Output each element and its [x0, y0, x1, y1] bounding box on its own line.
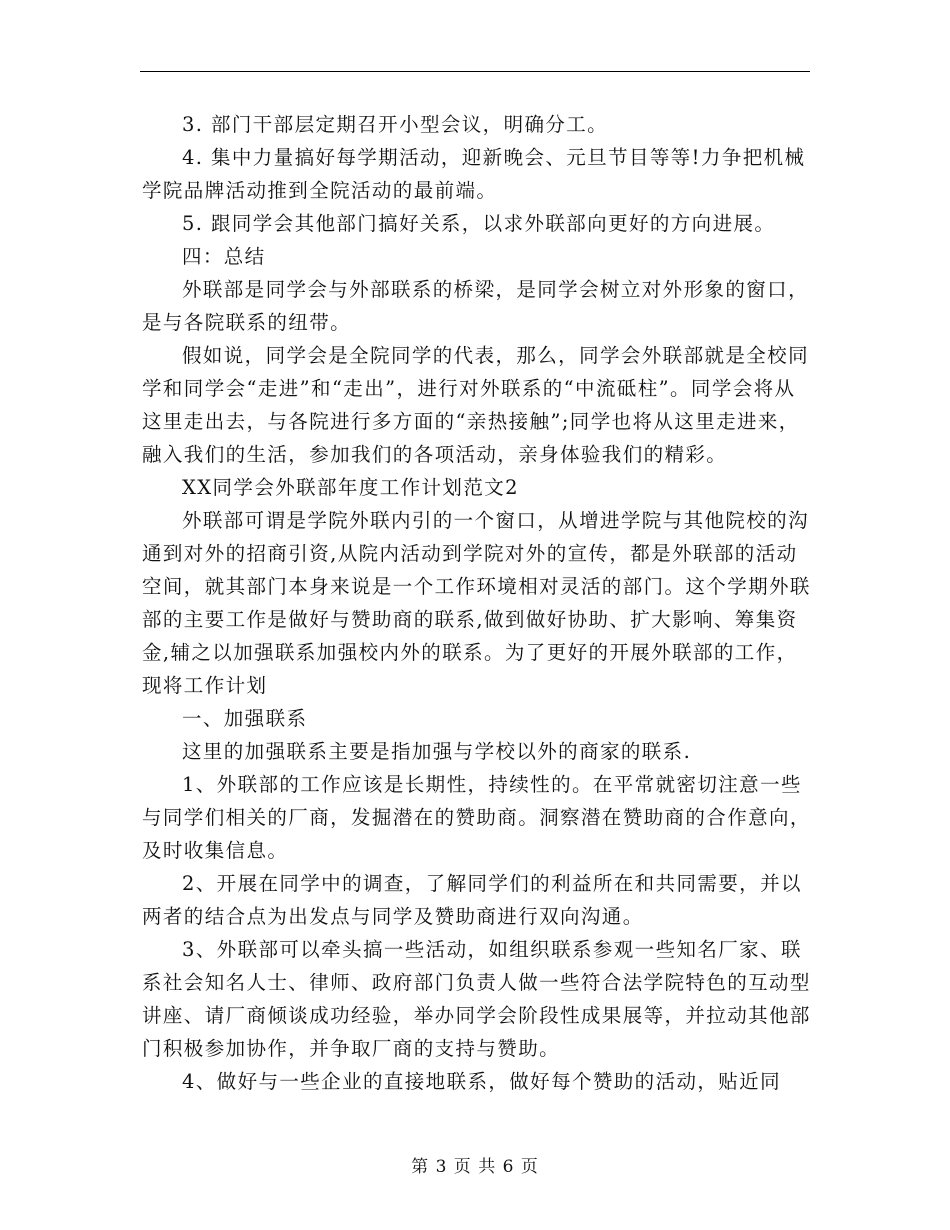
- paragraph: 2、开展在同学中的调查，了解同学们的利益所在和共同需要，并以两者的结合点为出发点与同学及赞助商进行双向沟通。: [142, 872, 802, 928]
- paragraph: 这里的加强联系主要是指加强与学校以外的商家的联系.: [181, 740, 692, 763]
- document-body: [142, 108, 812, 1098]
- paragraph: 外联部可谓是学院外联内引的一个窗口，从增进学院与其他院校的沟通到对外的招商引资,从院内活动到学院对外的宣传，都是外联部的活动空间，就其部门本身来说是一个工作环境相对灵活的部门。这个学期外联部的主要工作是做好与赞助商的联系,做到做好协助、扩大影响、筹集资金,辅之以加强联系加强校内外的联系。为了更好的开展外联部的工作，现将工作计划: [142, 509, 811, 697]
- paragraph: 假如说，同学会是全院同学的代表，那么，同学会外联部就是全校同学和同学会“走进”和“走出”，进行对外联系的“中流砥柱”。同学会将从这里走出去，与各院进行多方面的“亲热接触”;同学也将从这里走进来，融入我们的生活，参加我们的各项活动，亲身体验我们的精彩。: [142, 344, 809, 466]
- paragraph: 3、外联部可以牵头搞一些活动，如组织联系参观一些知名厂家、联系社会知名人士、律师、政府部门负责人做一些符合法学院特色的互动型讲座、请厂商倾谈成功经验，举办同学会阶段性成果展等，并拉动其他部门积极参加协作，并争取厂商的支持与赞助。: [142, 938, 811, 1060]
- section-heading: 四：总结: [181, 245, 266, 268]
- paragraph: 4. 集中力量搞好每学期活动，迎新晚会、元旦节目等等!力争把机械学院品牌活动推到全院活动的最前端。: [142, 146, 806, 202]
- page-footer: 第 3 页 共 6 页: [411, 1157, 539, 1177]
- paragraph: 5. 跟同学会其他部门搞好关系，以求外联部向更好的方向进展。: [181, 212, 776, 235]
- paragraph: 外联部是同学会与外部联系的桥梁，是同学会树立对外形象的窗口，是与各院联系的纽带。: [142, 278, 809, 334]
- paragraph: 3. 部门干部层定期召开小型会议，明确分工。: [181, 113, 609, 136]
- section-heading: 一、加强联系: [181, 707, 308, 730]
- header-rule: [140, 71, 810, 72]
- paragraph: 1、外联部的工作应该是长期性，持续性的。在平常就密切注意一些与同学们相关的厂商，发掘潜在的赞助商。洞察潜在赞助商的合作意向，及时收集信息。: [142, 773, 811, 862]
- paragraph: 4、做好与一些企业的直接地联系，做好每个赞助的活动，贴近同: [181, 1070, 781, 1093]
- section-heading: XX同学会外联部年度工作计划范文2: [181, 476, 519, 499]
